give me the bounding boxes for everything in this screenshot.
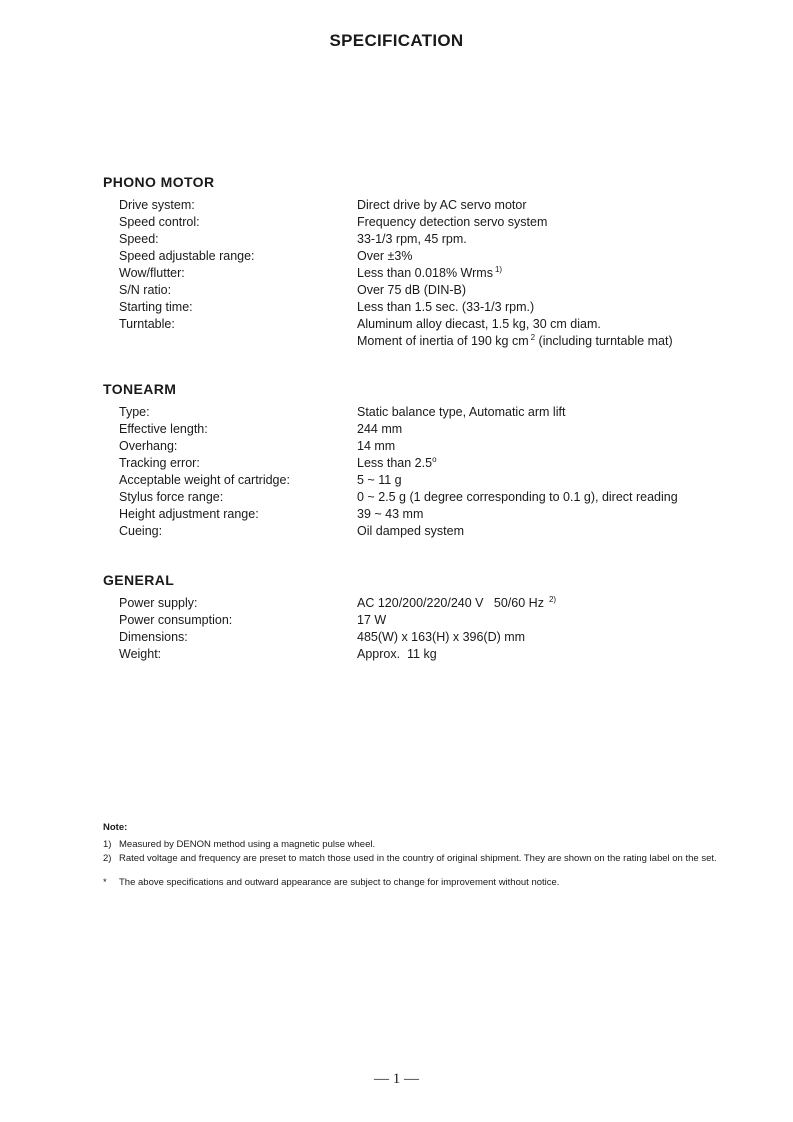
spec-row-starting-time bbox=[103, 299, 743, 316]
asterisk-mark: * bbox=[103, 877, 107, 888]
disclaimer bbox=[103, 876, 723, 890]
spec-row-type bbox=[103, 404, 743, 421]
spec-label: Starting time: bbox=[119, 300, 193, 314]
spec-value bbox=[357, 455, 437, 472]
spec-value: 485(W) x 163(H) x 396(D) mm bbox=[357, 630, 526, 644]
note-text: Rated voltage and frequency are preset to match those used in the country of original shipment. They are shown on the rating label on the set. bbox=[119, 853, 717, 864]
spec-value: 17 W bbox=[357, 613, 387, 627]
spec-label: Type: bbox=[119, 405, 150, 419]
spec-value-text: Less than 0.018% Wrms bbox=[357, 266, 493, 280]
spec-label: Tracking error: bbox=[119, 456, 200, 470]
spec-value: Approx. 11 kg bbox=[357, 647, 437, 661]
spec-value-text: (including turntable mat) bbox=[535, 334, 673, 348]
section-phono-motor bbox=[103, 173, 743, 350]
spec-row-dimensions bbox=[103, 629, 743, 646]
page-title: SPECIFICATION bbox=[329, 31, 464, 50]
spec-row-effective-length bbox=[103, 421, 743, 438]
spec-row-speed-adjustable-range bbox=[103, 248, 743, 265]
spec-row-overhang bbox=[103, 438, 743, 455]
section-heading: PHONO MOTOR bbox=[103, 174, 215, 190]
spec-label: Wow/flutter: bbox=[119, 266, 185, 280]
spec-row-height-adjustment-range bbox=[103, 506, 743, 523]
spec-row-speed-control bbox=[103, 214, 743, 231]
spec-value: Over ±3% bbox=[357, 249, 413, 263]
spec-label: Power consumption: bbox=[119, 613, 233, 627]
spec-value: 14 mm bbox=[357, 439, 396, 453]
spec-label: Drive system: bbox=[119, 198, 195, 212]
spec-value-text: AC 120/200/220/240 V 50/60 Hz bbox=[357, 596, 544, 610]
spec-row-weight bbox=[103, 646, 743, 663]
footnote-ref: 2) bbox=[548, 595, 557, 604]
spec-value-text: Moment of inertia of 190 kg cm bbox=[357, 334, 529, 348]
spec-value: 5 ~ 11 g bbox=[357, 473, 402, 487]
spec-value: 39 ~ 43 mm bbox=[357, 507, 424, 521]
spec-label: Effective length: bbox=[119, 422, 208, 436]
spec-value: Less than 1.5 sec. (33-1/3 rpm.) bbox=[357, 300, 535, 314]
spec-row-power-consumption bbox=[103, 612, 743, 629]
spec-value-text: Less than 2.5 bbox=[357, 456, 433, 470]
spec-row-drive-system bbox=[103, 197, 743, 214]
spec-value bbox=[357, 265, 502, 282]
section-heading: GENERAL bbox=[103, 572, 175, 588]
spec-row-wow-flutter bbox=[103, 265, 743, 282]
spec-label: Turntable: bbox=[119, 317, 175, 331]
spec-label: Speed adjustable range: bbox=[119, 249, 255, 263]
spec-value: Direct drive by AC servo motor bbox=[357, 198, 527, 212]
spec-value: Static balance type, Automatic arm lift bbox=[357, 405, 566, 419]
spec-row-stylus-force-range bbox=[103, 489, 743, 506]
spec-label: Weight: bbox=[119, 647, 162, 661]
superscript: 2 bbox=[530, 333, 536, 342]
spec-row-power-supply bbox=[103, 595, 743, 612]
notes bbox=[103, 821, 723, 890]
spec-value: Frequency detection servo system bbox=[357, 215, 548, 229]
spec-value: 244 mm bbox=[357, 422, 403, 436]
spec-label: Height adjustment range: bbox=[119, 507, 259, 521]
note-number: 1) bbox=[103, 839, 112, 850]
spec-value bbox=[357, 316, 673, 350]
spec-value: 0 ~ 2.5 g (1 degree corresponding to 0.1 g), direct reading bbox=[357, 490, 678, 504]
spec-label: Acceptable weight of cartridge: bbox=[119, 473, 290, 487]
spec-label: S/N ratio: bbox=[119, 283, 172, 297]
note-text: Measured by DENON method using a magnetic pulse wheel. bbox=[119, 839, 376, 850]
footnote-ref: 1) bbox=[494, 265, 503, 274]
spec-value-line bbox=[357, 333, 673, 350]
spec-row-speed bbox=[103, 231, 743, 248]
degree-symbol: o bbox=[432, 455, 437, 464]
note-item bbox=[103, 838, 723, 852]
spec-label: Cueing: bbox=[119, 524, 163, 538]
section-heading: TONEARM bbox=[103, 381, 177, 397]
spec-label: Speed control: bbox=[119, 215, 200, 229]
spec-row-sn-ratio bbox=[103, 282, 743, 299]
note-item bbox=[103, 852, 723, 866]
disclaimer-text: The above specifications and outward appearance are subject to change for improvement without notice. bbox=[119, 877, 560, 888]
spec-value: Oil damped system bbox=[357, 524, 464, 538]
note-number: 2) bbox=[103, 853, 112, 864]
spec-row-turntable bbox=[103, 316, 743, 350]
spec-label: Overhang: bbox=[119, 439, 178, 453]
spec-row-cueing bbox=[103, 523, 743, 540]
spec-value-line: Aluminum alloy diecast, 1.5 kg, 30 cm diam. bbox=[357, 317, 601, 331]
page-number: — 1 — bbox=[374, 1071, 419, 1087]
section-tonearm bbox=[103, 380, 743, 540]
spec-label: Stylus force range: bbox=[119, 490, 224, 504]
spec-value bbox=[357, 595, 556, 612]
spec-value: 33-1/3 rpm, 45 rpm. bbox=[357, 232, 467, 246]
spec-label: Dimensions: bbox=[119, 630, 188, 644]
spec-label: Speed: bbox=[119, 232, 159, 246]
section-general bbox=[103, 571, 743, 663]
spec-row-tracking-error bbox=[103, 455, 743, 472]
spec-value: Over 75 dB (DIN-B) bbox=[357, 283, 467, 297]
spec-row-acceptable-weight bbox=[103, 472, 743, 489]
spec-label: Power supply: bbox=[119, 596, 198, 610]
notes-title: Note: bbox=[103, 822, 128, 833]
